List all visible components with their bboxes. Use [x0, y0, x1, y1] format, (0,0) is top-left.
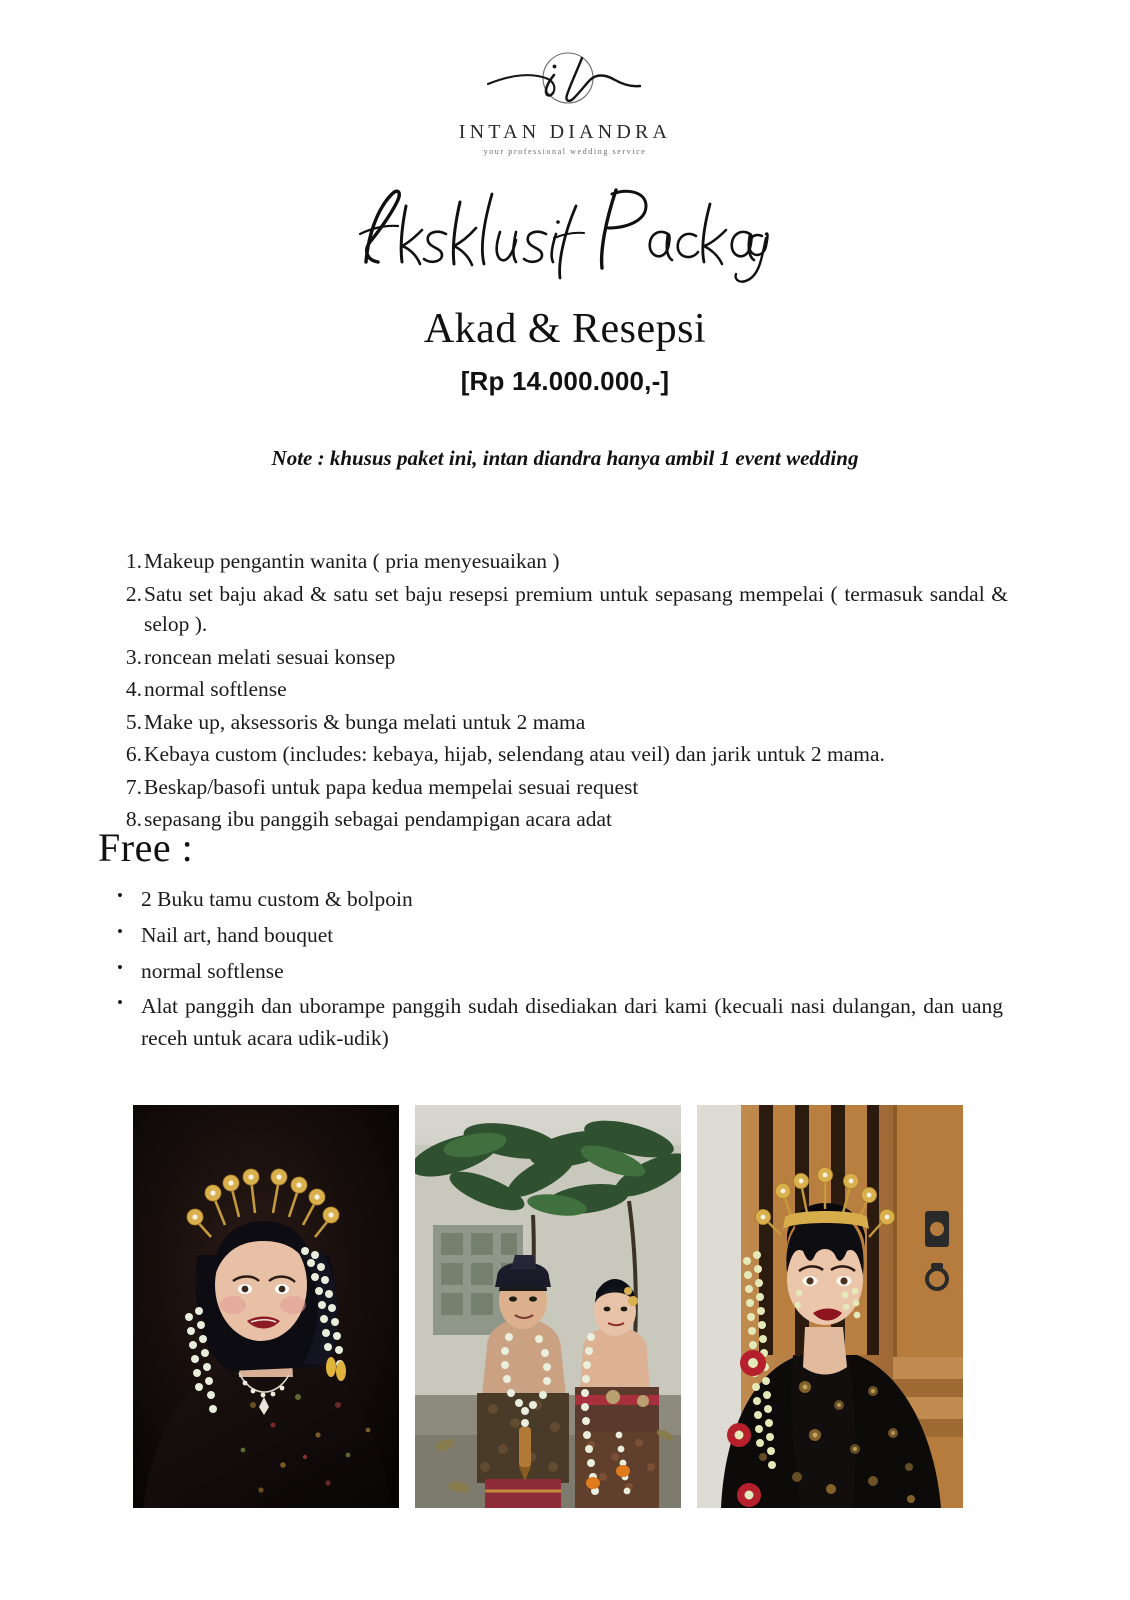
list-item-number: 8 . [118, 804, 142, 835]
list-item [118, 772, 1008, 803]
list-item-number: 7 . [118, 772, 142, 803]
list-item-number: 6 . [118, 739, 142, 770]
gallery-photo-couple-traditional [415, 1105, 681, 1508]
list-item-number: 1 . [118, 546, 142, 577]
brand-logo [0, 48, 1130, 156]
list-item-text: Beskap/basofi untuk papa kedua mempelai sesuai request [144, 774, 639, 799]
list-item [118, 579, 1008, 640]
list-item-number: 3 . [118, 642, 142, 673]
list-item-text: sepasang ibu panggih sebagai pendampigan acara adat [144, 807, 613, 832]
list-item-text: Satu set baju akad & satu set baju resepsi premium untuk sepasang mempelai ( termasuk sandal & selop ). [144, 581, 1008, 637]
list-item-text: Kebaya custom (includes: kebaya, hijab, selendang atau veil) dan jarik untuk 2 mama. [144, 742, 885, 767]
list-item: • Alat panggih dan uborampe panggih sudah disediakan dari kami (kecuali nasi dulangan, dan uang receh untuk acara udik-udik) [113, 991, 1003, 1055]
note-text: Note : khusus paket ini, intan diandra hanya ambil 1 event wedding [271, 446, 859, 470]
free-inclusions-list [113, 884, 1003, 1059]
list-item: • normal softlense [113, 956, 1003, 988]
list-item [118, 804, 1008, 835]
monogram-id-icon [470, 48, 660, 116]
list-item [118, 739, 1008, 770]
list-item [118, 642, 1008, 673]
list-item-number: 5 . [118, 707, 142, 738]
gallery-photo-bride-hijab [133, 1105, 399, 1508]
free-section-heading: Free : [98, 825, 194, 870]
list-item [118, 707, 1008, 738]
list-item: • 2 Buku tamu custom & bolpoin [113, 884, 1003, 916]
list-item-text: normal softlense [144, 677, 287, 702]
photo-gallery [133, 1105, 963, 1508]
list-item-text: Makeup pengantin wanita ( pria menyesuaikan ) [144, 549, 560, 573]
price-label: [Rp 14.000.000,-] [460, 366, 670, 396]
list-item [118, 674, 1008, 705]
page-title [0, 176, 1130, 296]
list-item [118, 546, 1008, 577]
brand-tagline: your professional wedding service [483, 147, 647, 156]
list-item-text: roncean melati sesuai konsep [144, 644, 396, 669]
list-item: • Nail art, hand bouquet [113, 920, 1003, 952]
list-item-text: Make up, aksessoris & bunga melati untuk 2 mama [144, 709, 586, 734]
list-item-number: 2 . [118, 579, 142, 610]
list-item-number: 4 . [118, 674, 142, 705]
gallery-photo-bride-paes-ageng [697, 1105, 963, 1508]
brand-name: INTAN DIANDRA [458, 121, 672, 143]
package-inclusions-list [118, 546, 1008, 837]
page-subtitle: Akad & Resepsi [423, 306, 707, 352]
